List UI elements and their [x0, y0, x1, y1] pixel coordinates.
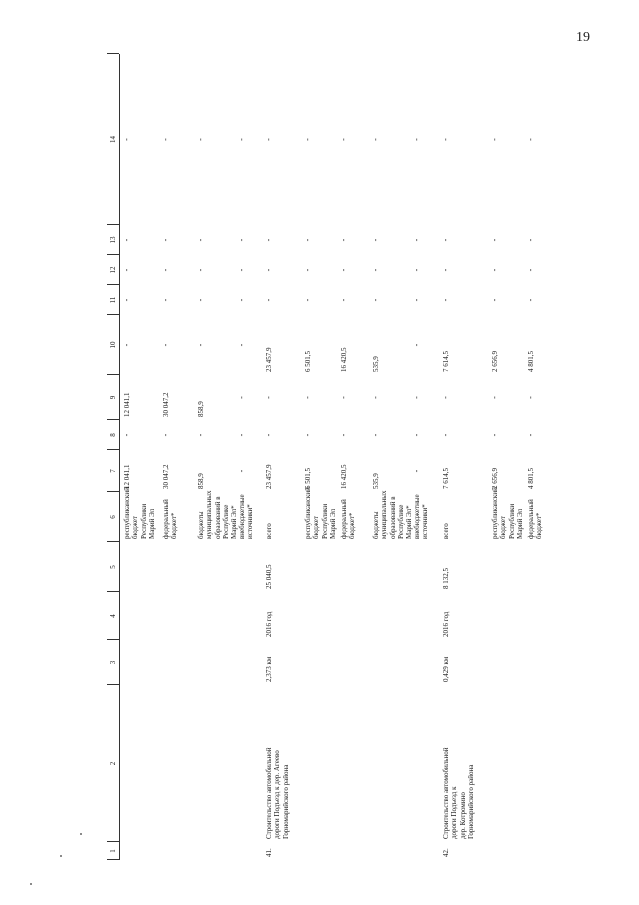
empty-dash-cell: -: [371, 138, 380, 141]
column-divider: [107, 541, 119, 542]
funding-source: внебюджетные источники*: [413, 494, 430, 539]
empty-dash-cell: -: [490, 268, 499, 272]
amount-cell: -: [490, 433, 499, 437]
column-number-header: 9: [109, 395, 117, 400]
empty-dash-cell: -: [122, 238, 131, 242]
amount-cell: -: [122, 343, 131, 347]
empty-dash-cell: -: [237, 268, 246, 272]
amount-cell: -: [161, 343, 170, 347]
amount-cell: 30 047,2: [162, 392, 170, 417]
amount-cell: -: [196, 343, 205, 347]
empty-dash-cell: -: [122, 268, 131, 272]
empty-dash-cell: -: [441, 238, 450, 242]
empty-dash-cell: -: [490, 238, 499, 242]
empty-dash-cell: -: [237, 238, 246, 242]
amount-cell: -: [412, 433, 421, 437]
empty-dash-cell: -: [441, 138, 450, 141]
amount-cell: -: [441, 433, 450, 437]
amount-cell: -: [237, 396, 246, 399]
column-divider: [107, 254, 119, 255]
column-divider: [107, 591, 119, 592]
object-name: Строительство автомобильной дороги Подъезд к дер. Агеево Горномарийского района: [265, 747, 290, 839]
empty-dash-cell: -: [303, 138, 312, 141]
amount-cell: 2 656,9: [491, 351, 499, 372]
amount-cell: -: [339, 433, 348, 437]
column-number-header: 3: [109, 660, 117, 665]
amount-cell: -: [526, 433, 535, 437]
column-number-header: 8: [109, 433, 117, 437]
amount-cell: -: [161, 433, 170, 437]
amount-cell: -: [122, 433, 131, 437]
amount-cell: 6 501,5: [304, 351, 312, 372]
column-number-header: 7: [109, 469, 117, 473]
amount-cell: -: [412, 469, 421, 473]
amount-cell: 7 614,5: [442, 351, 450, 372]
amount-cell: 858,9: [197, 473, 205, 489]
empty-dash-cell: -: [264, 268, 273, 272]
column-divider: [107, 314, 119, 315]
empty-dash-cell: -: [371, 268, 380, 272]
amount-cell: -: [490, 396, 499, 399]
column-number-header: 5: [109, 565, 117, 569]
funding-source: всего: [265, 523, 273, 539]
column-divider: [107, 684, 119, 685]
empty-dash-cell: -: [371, 238, 380, 242]
empty-dash-cell: -: [371, 298, 380, 302]
column-number-header: 1: [109, 849, 117, 853]
empty-dash-cell: -: [161, 298, 170, 302]
column-divider: [107, 639, 119, 640]
page-number: 19: [576, 30, 590, 45]
column-number-header: 10: [109, 341, 117, 349]
amount-cell: -: [303, 433, 312, 437]
scan-speck: [60, 855, 62, 857]
empty-dash-cell: -: [122, 298, 131, 302]
empty-dash-cell: -: [526, 298, 535, 302]
funding-source: бюджеты муниципальных образований в Республике Марий Эл*: [372, 490, 414, 539]
empty-dash-cell: -: [196, 138, 205, 141]
amount-cell: -: [526, 396, 535, 399]
object-name: Строительство автомобильной дороги Подъезд к дер. Котромино Горномарийского района: [442, 747, 475, 839]
funding-source: внебюджетные источники*: [238, 494, 255, 539]
amount-cell: -: [412, 396, 421, 399]
construction-year: 2016 год: [265, 611, 273, 637]
empty-dash-cell: -: [339, 238, 348, 242]
amount-cell: -: [303, 396, 312, 399]
amount-cell: 4 801,5: [527, 468, 535, 489]
empty-dash-cell: -: [412, 138, 421, 141]
funding-source: федеральный бюджет*: [340, 499, 357, 539]
amount-cell: 23 457,9: [265, 347, 273, 372]
amount-cell: 16 420,5: [340, 464, 348, 489]
column-number-header: 13: [109, 236, 117, 244]
empty-dash-cell: -: [490, 138, 499, 141]
amount-cell: 535,9: [372, 473, 380, 489]
empty-dash-cell: -: [441, 298, 450, 302]
empty-dash-cell: -: [526, 138, 535, 141]
empty-dash-cell: -: [264, 138, 273, 141]
amount-cell: -: [237, 469, 246, 473]
amount-cell: 858,9: [197, 401, 205, 417]
amount-cell: 2 656,9: [491, 468, 499, 489]
empty-dash-cell: -: [412, 268, 421, 272]
empty-dash-cell: -: [526, 238, 535, 242]
funding-source: всего: [442, 523, 450, 539]
column-divider: [107, 841, 119, 842]
amount-cell: 12 041,1: [123, 464, 131, 489]
column-divider: [107, 53, 119, 54]
column-divider: [107, 419, 119, 420]
column-divider: [107, 491, 119, 492]
empty-dash-cell: -: [237, 298, 246, 302]
amount-cell: -: [412, 343, 421, 347]
amount-cell: -: [237, 433, 246, 437]
column-number-header: 2: [109, 761, 117, 766]
empty-dash-cell: -: [161, 238, 170, 242]
empty-dash-cell: -: [339, 268, 348, 272]
amount-cell: -: [237, 343, 246, 347]
empty-dash-cell: -: [196, 268, 205, 272]
funding-source: федеральный бюджет*: [527, 499, 544, 539]
empty-dash-cell: -: [339, 298, 348, 302]
estimated-cost: 8 132,5: [442, 568, 450, 589]
amount-cell: -: [441, 396, 450, 399]
funding-source: республиканский бюджет Республики Марий Эл: [123, 487, 156, 539]
column-number-header: 11: [109, 296, 117, 304]
column-number-header: 6: [109, 515, 117, 519]
amount-cell: -: [339, 396, 348, 399]
empty-dash-cell: -: [161, 138, 170, 141]
empty-dash-cell: -: [303, 238, 312, 242]
empty-dash-cell: -: [339, 138, 348, 141]
empty-dash-cell: -: [122, 138, 131, 141]
amount-cell: -: [264, 396, 273, 399]
estimated-cost: 25 040,5: [265, 564, 273, 589]
row-number: 41.: [265, 848, 273, 857]
column-number-header: 12: [109, 266, 117, 274]
program-table: [107, 54, 552, 860]
amount-cell: 6 501,5: [304, 468, 312, 489]
funding-source: бюджеты муниципальных образований в Республике Марий Эл*: [197, 490, 239, 539]
scan-speck: [30, 883, 32, 885]
funding-source: республиканский бюджет Республики Марий Эл: [304, 487, 337, 539]
amount-cell: -: [371, 433, 380, 437]
empty-dash-cell: -: [526, 268, 535, 272]
row-number: 42.: [442, 848, 450, 857]
funding-source: республиканский бюджет Республики Марий Эл: [491, 487, 524, 539]
amount-cell: 16 420,5: [340, 347, 348, 372]
amount-cell: 23 457,9: [265, 464, 273, 489]
column-divider: [107, 449, 119, 450]
road-length: 0,429 км: [442, 656, 450, 682]
empty-dash-cell: -: [412, 298, 421, 302]
empty-dash-cell: -: [441, 268, 450, 272]
amount-cell: 30 047,2: [162, 464, 170, 489]
amount-cell: 12 041,1: [123, 392, 131, 417]
column-divider: [107, 374, 119, 375]
construction-year: 2016 год: [442, 611, 450, 637]
amount-cell: -: [196, 433, 205, 437]
empty-dash-cell: -: [264, 298, 273, 302]
amount-cell: 4 801,5: [527, 351, 535, 372]
empty-dash-cell: -: [303, 298, 312, 302]
empty-dash-cell: -: [237, 138, 246, 141]
road-length: 2,373 км: [265, 656, 273, 682]
amount-cell: -: [371, 396, 380, 399]
column-number-header: 14: [109, 136, 117, 143]
column-number-header: 4: [109, 614, 117, 618]
empty-dash-cell: -: [196, 298, 205, 302]
empty-dash-cell: -: [161, 268, 170, 272]
amount-cell: 7 614,5: [442, 468, 450, 489]
empty-dash-cell: -: [490, 298, 499, 302]
column-divider: [107, 859, 119, 860]
empty-dash-cell: -: [196, 238, 205, 242]
column-divider: [107, 224, 119, 225]
empty-dash-cell: -: [303, 268, 312, 272]
amount-cell: -: [264, 433, 273, 437]
funding-source: федеральный бюджет*: [162, 499, 179, 539]
column-divider: [107, 284, 119, 285]
empty-dash-cell: -: [264, 238, 273, 242]
header-bottom-rule: [119, 54, 120, 860]
amount-cell: 535,9: [372, 356, 380, 372]
empty-dash-cell: -: [412, 238, 421, 242]
scan-speck: [80, 833, 82, 835]
